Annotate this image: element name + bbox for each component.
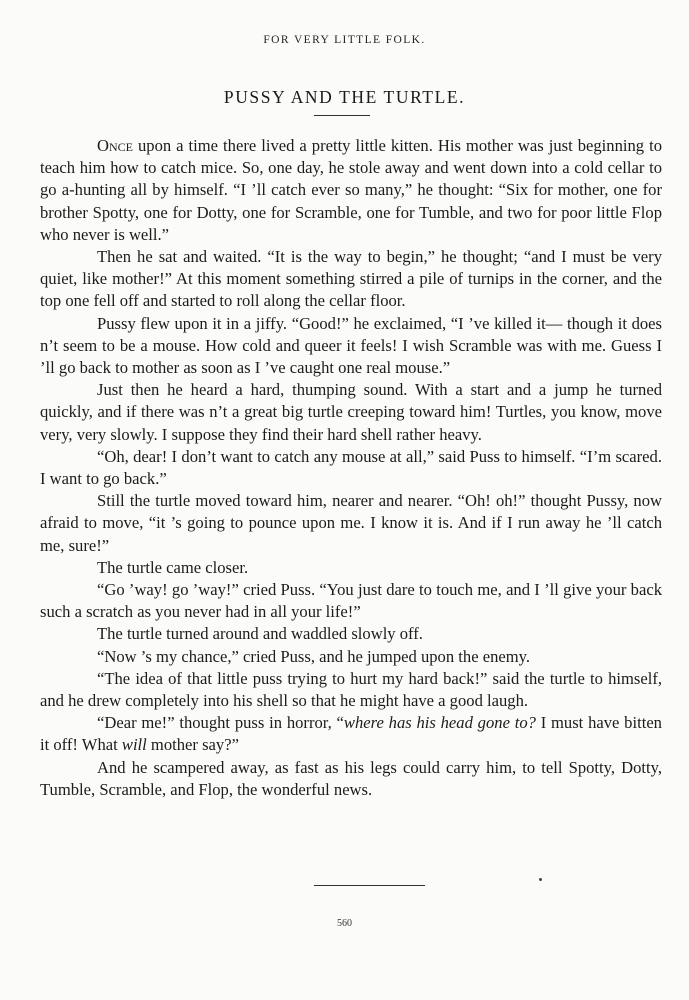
paragraph-text: “Dear me!” thought puss in horror, “ <box>97 713 344 733</box>
paragraph-text: “The idea of that little puss trying to hurt my hard back!” said the turtle to himself, and he drew completely into his shell so that he might have a good laugh. <box>40 668 662 711</box>
paragraph-text: upon a time there lived a pretty little kitten. His mother was just beginning to teach him how to catch mice. So, one day, he stole away and went down into a cold cellar to go a-hunting all by himself. “I ’ll catch ever so many,” he thought: “Six for mother, one for brother Spotty, one for Dotty, one for Scramble, one for Tumble, and two for poor little Flop who never is well.” <box>40 136 662 244</box>
story-paragraph <box>40 646 662 668</box>
paragraph-text: Pussy flew upon it in a jiffy. “Good!” he exclaimed, “I ’ve killed it— though it does n’t seem to be a mouse. How cold and queer it feels! I wish Scramble was with me. Guess I ’ll go back to mother as soon as I ’ve caught one real mouse.” <box>40 313 662 378</box>
paragraph-text: And he scampered away, as fast as his legs could carry him, to tell Spotty, Dotty, Tumble, Scramble, and Flop, the wonderful news. <box>40 757 662 799</box>
page-number: 560 <box>337 918 352 929</box>
story-title: PUSSY AND THE TURTLE. <box>223 87 466 107</box>
end-rule <box>314 885 425 886</box>
story-paragraph <box>40 712 662 756</box>
emphasis-text: will <box>121 735 147 755</box>
paragraph-text: “Oh, dear! I don’t want to catch any mouse at all,” said Puss to himself. “I’m scared. I want to go back.” <box>40 446 662 489</box>
story-text <box>40 135 662 801</box>
running-head: FOR VERY LITTLE FOLK. <box>263 34 426 46</box>
story-paragraph <box>40 579 662 623</box>
paragraph-text: Just then he heard a hard, thumping sound. With a start and a jump he turned quickly, and if there was n’t a great big turtle creeping toward him! Turtles, you know, move very, very slowly. I suppose they find their hard shell rather heavy. <box>40 380 662 444</box>
story-paragraph <box>40 446 662 490</box>
opening-word: Once <box>97 136 133 155</box>
paragraph-text: The turtle came closer. <box>97 557 249 577</box>
paragraph-text: mother say?” <box>146 735 239 755</box>
story-paragraph <box>40 490 662 557</box>
emphasis-text: where has his head gone to? <box>343 713 536 733</box>
print-speck <box>539 878 542 881</box>
story-paragraph <box>40 135 662 246</box>
paragraph-text: I must have bitten it off! What <box>40 713 662 755</box>
paragraph-text: Then he sat and waited. “It is the way to begin,” he thought; “and I must be very quiet, like mother!” At this moment something stirred a pile of turnips in the corner, and the top one fell off and started to roll along the cellar floor. <box>40 247 662 311</box>
paragraph-text: “Go ’way! go ’way!” cried Puss. “You just dare to touch me, and I ’ll give your back such a scratch as you never had in all your life!” <box>40 580 662 622</box>
story-paragraph <box>40 557 662 579</box>
story-paragraph <box>40 313 662 380</box>
story-paragraph <box>40 668 662 712</box>
story-paragraph <box>40 379 662 446</box>
story-paragraph <box>40 623 662 645</box>
paragraph-text: “Now ’s my chance,” cried Puss, and he jumped upon the enemy. <box>97 646 531 666</box>
story-paragraph <box>40 757 662 801</box>
title-rule <box>314 115 370 116</box>
paragraph-text: The turtle turned around and waddled slowly off. <box>97 624 423 644</box>
paragraph-text: Still the turtle moved toward him, nearer and nearer. “Oh! oh!” thought Pussy, now afraid to move, “it ’s going to pounce upon me. I know it is. And if I run away he ’ll catch me, sure!” <box>40 491 662 555</box>
story-paragraph <box>40 246 662 313</box>
